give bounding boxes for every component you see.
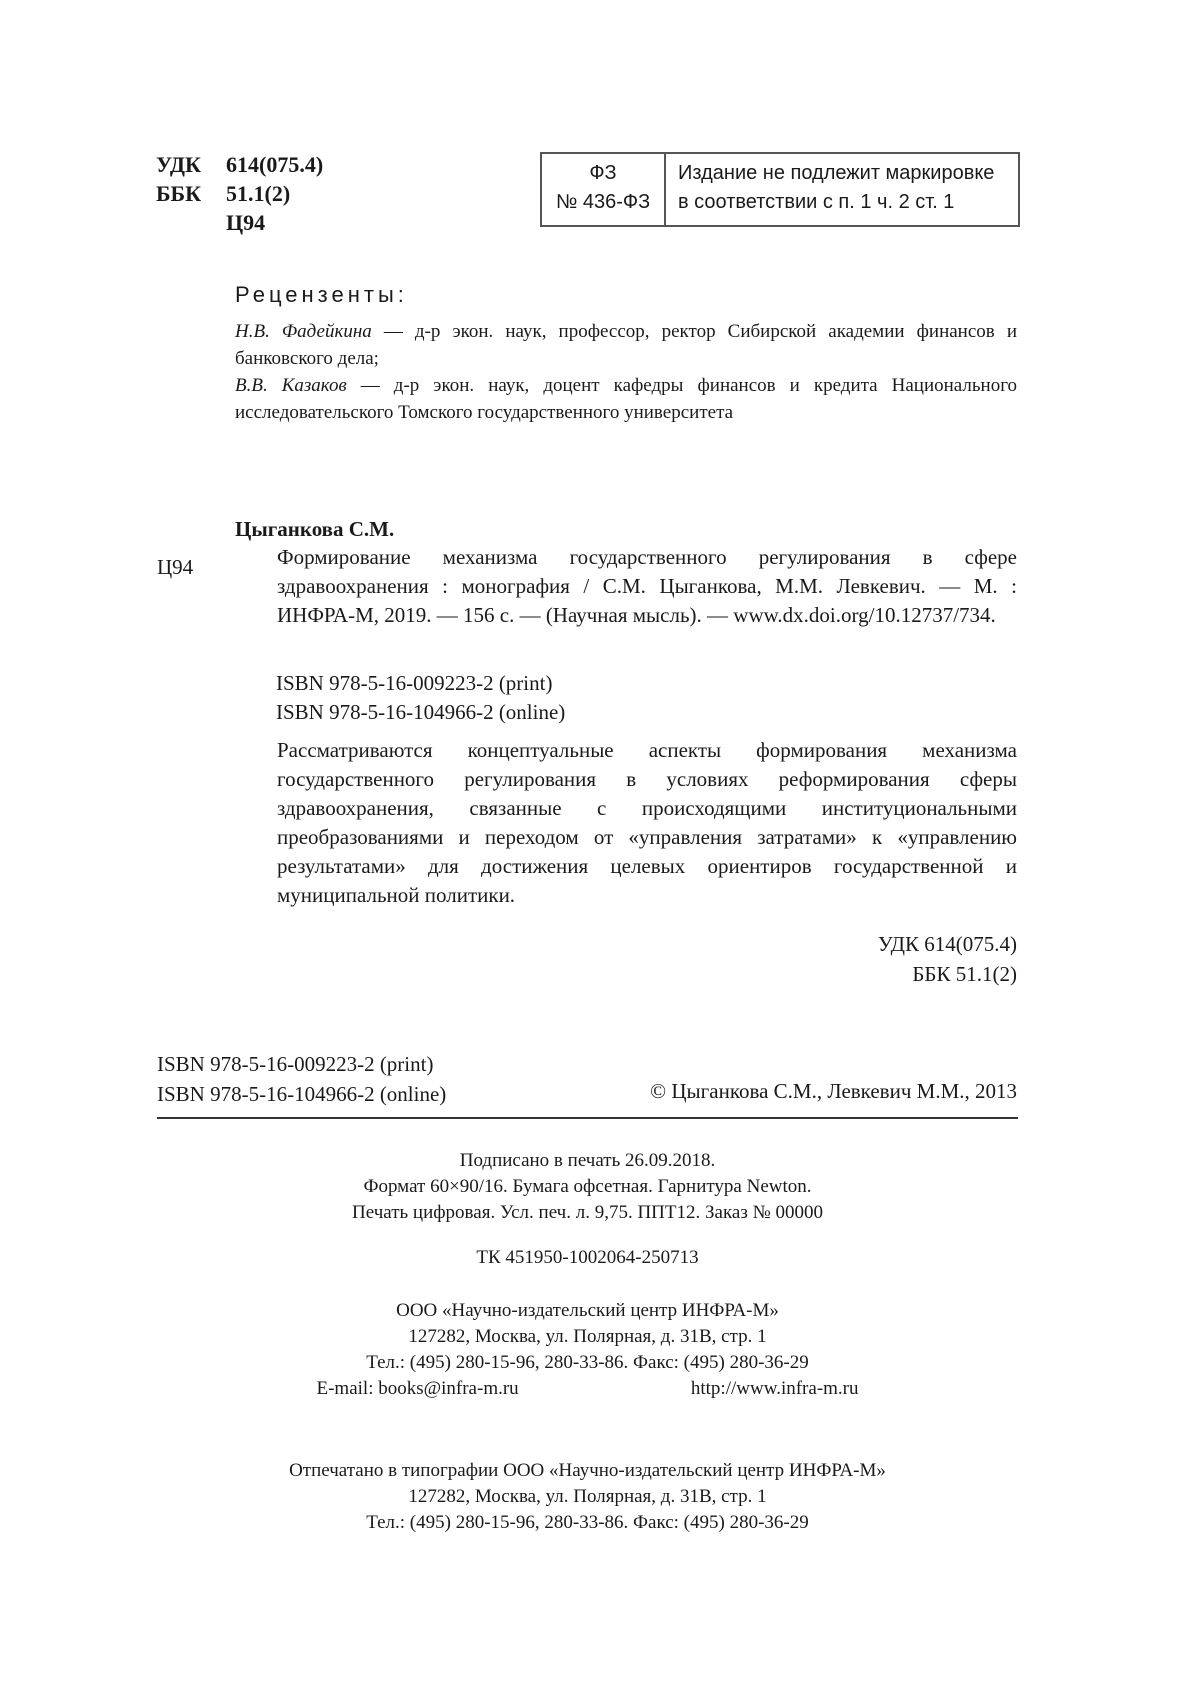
record-isbn-print: ISBN 978-5-16-009223-2 (print) <box>276 671 553 695</box>
imprint-format: Формат 60×90/16. Бумага офсетная. Гарнитура Newton. <box>363 1176 812 1197</box>
reviewer-2-text: — д-р экон. наук, доцент кафедры финансов и кредита Национального исследовательского Томского государственного университета <box>235 375 1018 423</box>
fz-law-line1: ФЗ <box>589 162 617 184</box>
reviewer-2 <box>235 372 1017 426</box>
classification-code: Ц94 <box>226 210 266 235</box>
fz-note-cell <box>666 154 1018 225</box>
abstract <box>235 736 1017 910</box>
record-description <box>235 543 1017 630</box>
imprint-phones: Тел.: (495) 280-15-96, 280-33-86. Факс: (495) 280-36-29 <box>366 1352 809 1373</box>
udk-label: УДК <box>156 152 202 177</box>
reviewer-1 <box>235 318 1017 372</box>
record-isbn-block <box>276 669 565 727</box>
imprint-signed: Подписано в печать 26.09.2018. <box>459 1150 716 1171</box>
imprint-printing: Печать цифровая. Усл. печ. л. 9,75. ППТ12. Заказ № 00000 <box>352 1202 823 1223</box>
imprint-printer-block <box>157 1458 1018 1536</box>
bbk-value: 51.1(2) <box>226 181 291 206</box>
index-bbk: ББК 51.1(2) <box>912 962 1017 986</box>
index-udk: УДК 614(075.4) <box>877 932 1017 956</box>
footer-isbn-print: ISBN 978-5-16-009223-2 (print) <box>157 1052 434 1076</box>
fz-marking-box <box>540 152 1020 227</box>
index-codes <box>878 929 1017 989</box>
reviewer-1-name: Н.В. Фадейкина <box>235 321 372 342</box>
footer-isbn-block <box>157 1049 446 1109</box>
imprint-website[interactable]: http://www.infra-m.ru <box>690 1378 859 1399</box>
record-author: Цыганкова С.М. <box>235 517 395 541</box>
fz-law-line2: № 436-ФЗ <box>555 191 651 213</box>
udk-value: 614(075.4) <box>226 152 324 177</box>
reviewer-1-text: — д-р экон. наук, профессор, ректор Сибирской академии финансов и банковского дела; <box>235 321 1017 369</box>
imprint-tk: ТК 451950-1002064-250713 <box>476 1247 699 1268</box>
imprint-contacts <box>317 1376 859 1402</box>
reviewer-2-name: В.В. Казаков <box>235 375 347 396</box>
imprint-printer-address: 127282, Москва, ул. Полярная, д. 31В, стр. 1 <box>408 1486 767 1507</box>
copyright: © Цыганкова С.М., Левкевич М.М., 2013 <box>650 1079 1017 1103</box>
bbk-label: ББК <box>156 181 202 206</box>
classification-block <box>156 150 323 237</box>
fz-law-cell <box>542 154 666 225</box>
imprint-printer-phones: Тел.: (495) 280-15-96, 280-33-86. Факс: (495) 280-36-29 <box>366 1512 809 1533</box>
fz-note-line2: в соответствии с п. 1 ч. 2 ст. 1 <box>678 191 955 213</box>
imprint-print-info <box>157 1148 1018 1226</box>
reviewers-heading: Рецензенты: <box>235 282 408 307</box>
imprint-address: 127282, Москва, ул. Полярная, д. 31В, стр. 1 <box>408 1326 767 1347</box>
record-code: Ц94 <box>157 555 194 579</box>
imprint-publisher-block <box>157 1298 1018 1402</box>
imprint-printed-by: Отпечатано в типографии ООО «Научно-издательский центр ИНФРА-М» <box>289 1460 886 1481</box>
fz-note-line1: Издание не подлежит маркировке <box>678 162 995 184</box>
record-isbn-online: ISBN 978-5-16-104966-2 (online) <box>276 700 566 724</box>
imprint-publisher: ООО «Научно-издательский центр ИНФРА-М» <box>396 1300 779 1321</box>
divider <box>157 1117 1018 1119</box>
imprint-email[interactable]: E-mail: books@infra-m.ru <box>316 1378 519 1399</box>
abstract-text: Рассматриваются концептуальные аспекты формирования механизма государственного регулирования в условиях реформирования сферы здравоохранения, связанные с происходящими институциональными преобразованиями и переходом от «управления затратами» к «управлению результатами» для достижения целевых ориентиров государственной и муниципальной политики. <box>277 738 1017 907</box>
record-description-text: Формирование механизма государственного регулирования в сфере здравоохранения : монография / С.М. Цыганкова, М.М. Левкевич. — М. : ИНФРА-М, 2019. — 156 с. — (Научная мысль). — www.dx.doi.org/10.12737/734. <box>277 545 1017 627</box>
footer-isbn-online: ISBN 978-5-16-104966-2 (online) <box>157 1082 447 1106</box>
